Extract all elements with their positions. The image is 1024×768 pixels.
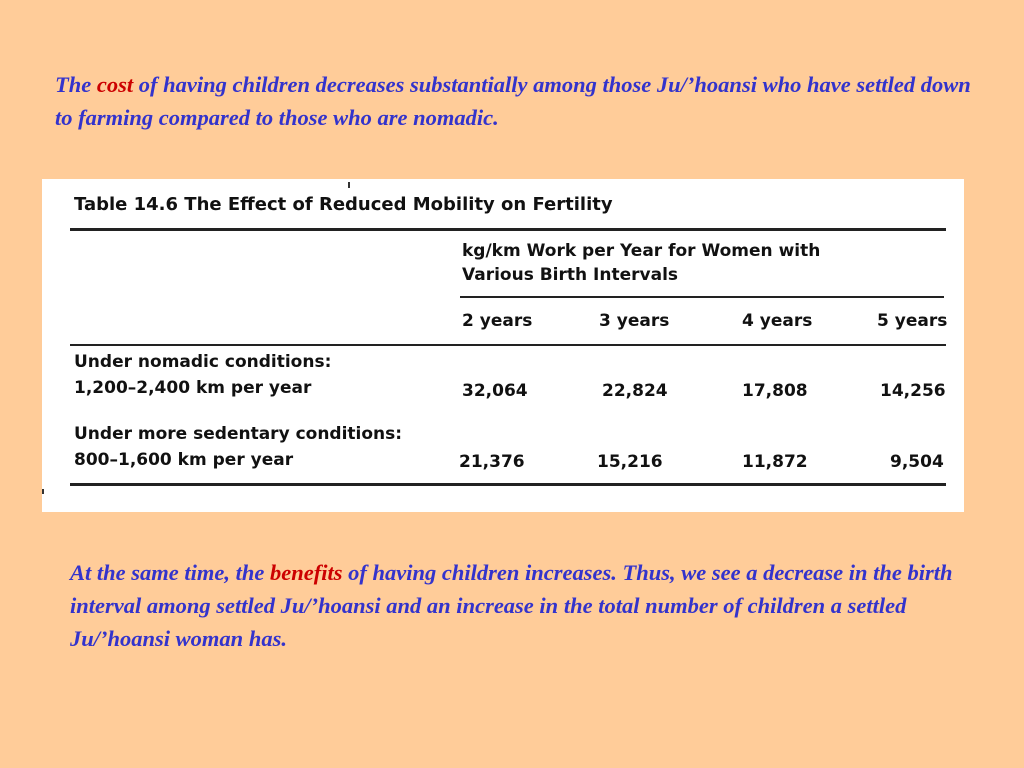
cell-sedentary-4-years: 11,872 bbox=[742, 452, 808, 472]
column-header-4-years: 4 years bbox=[742, 311, 813, 331]
outro-paragraph bbox=[70, 556, 970, 655]
row-label-nomadic: Under nomadic conditions: bbox=[74, 352, 332, 372]
cell-nomadic-5-years: 14,256 bbox=[880, 381, 946, 401]
outro-text-before: At the same time, the bbox=[70, 560, 270, 585]
outro-text-after: of having children increases. Thus, we see a decrease in the birth interval among settled Ju/’hoansi and an increase in the total number of children a settled Ju/’hoansi woman has. bbox=[70, 560, 953, 651]
column-header-2-years: 2 years bbox=[462, 311, 533, 331]
cell-sedentary-5-years: 9,504 bbox=[890, 452, 944, 472]
cell-nomadic-2-years: 32,064 bbox=[462, 381, 528, 401]
scan-speck bbox=[42, 489, 44, 494]
group-header-line-1: kg/km Work per Year for Women with bbox=[462, 241, 821, 261]
group-header-rule bbox=[460, 296, 944, 298]
intro-accent-word: cost bbox=[96, 72, 134, 97]
column-header-3-years: 3 years bbox=[599, 311, 670, 331]
cell-sedentary-2-years: 21,376 bbox=[459, 452, 525, 472]
cell-nomadic-3-years: 22,824 bbox=[602, 381, 668, 401]
cell-sedentary-3-years: 15,216 bbox=[597, 452, 663, 472]
column-header-5-years: 5 years bbox=[877, 311, 948, 331]
table-title: Table 14.6 The Effect of Reduced Mobility on Fertility bbox=[74, 194, 613, 215]
scan-speck bbox=[348, 182, 350, 188]
intro-text-before: The bbox=[55, 72, 97, 97]
row-label-sedentary: Under more sedentary conditions: bbox=[74, 424, 403, 444]
outro-accent-word: benefits bbox=[270, 560, 343, 585]
row-sublabel-sedentary: 800–1,600 km per year bbox=[74, 450, 294, 470]
scanned-table-image bbox=[42, 179, 964, 512]
table-top-rule bbox=[70, 228, 946, 231]
row-sublabel-nomadic: 1,200–2,400 km per year bbox=[74, 378, 312, 398]
column-header-rule bbox=[70, 344, 946, 346]
table-bottom-rule bbox=[70, 483, 946, 486]
cell-nomadic-4-years: 17,808 bbox=[742, 381, 808, 401]
intro-text-after: of having children decreases substantially among those Ju/’hoansi who have settled down to farming compared to those who are nomadic. bbox=[55, 72, 971, 130]
intro-paragraph bbox=[55, 68, 985, 134]
group-header-line-2: Various Birth Intervals bbox=[462, 265, 679, 285]
